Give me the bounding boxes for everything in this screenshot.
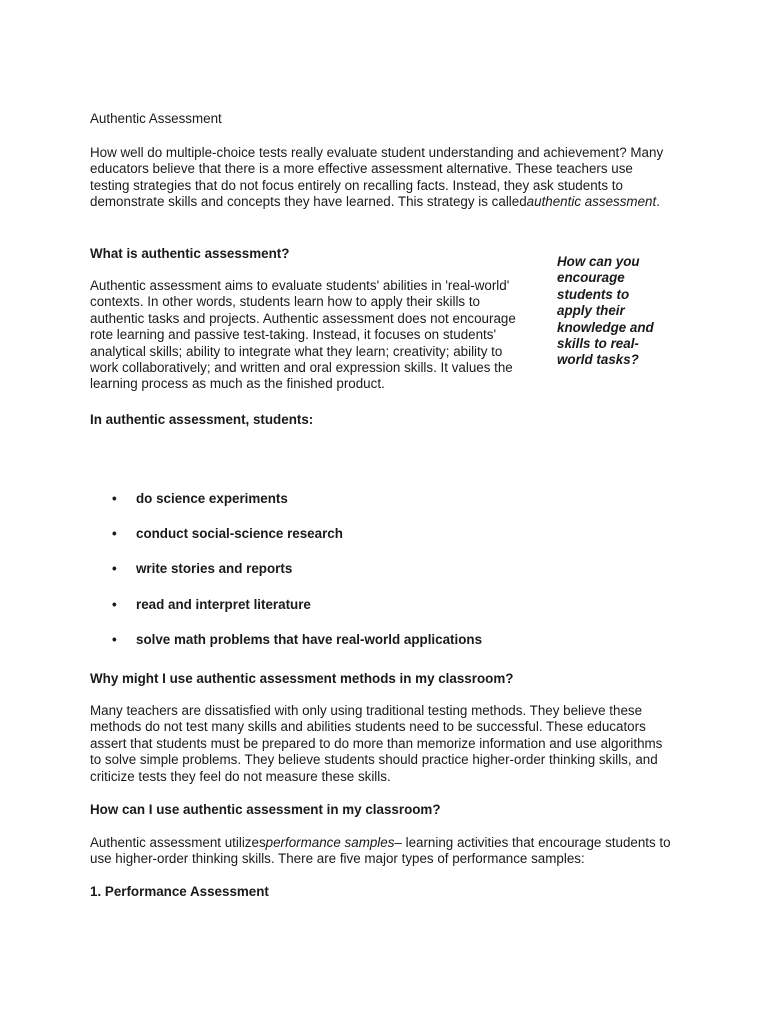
intro-emphasis: authentic assessment xyxy=(526,194,657,210)
how-text-end: – learning activities that encourage students to use higher-order thinking skills. There are five major types of performance samples: xyxy=(90,835,671,867)
section-paragraph-how xyxy=(90,835,690,868)
how-emphasis: performance samples xyxy=(265,835,395,850)
student-activities-list xyxy=(90,491,650,667)
bullet-icon: • xyxy=(112,596,117,612)
list-item-text: do science experiments xyxy=(136,491,288,506)
intro-paragraph xyxy=(90,145,672,211)
section-heading-why: Why might I use authentic assessment methods in my classroom? xyxy=(90,671,514,686)
list-item-text: read and interpret literature xyxy=(136,596,311,612)
bullet-icon: • xyxy=(112,631,117,647)
section-heading-how: How can I use authentic assessment in my classroom? xyxy=(90,802,441,817)
section-heading-performance: 1. Performance Assessment xyxy=(90,884,269,899)
list-item xyxy=(90,491,650,526)
list-item-text: conduct social-science research xyxy=(136,526,343,542)
bullet-icon: • xyxy=(112,561,117,577)
intro-text-end: . xyxy=(656,194,660,210)
section-heading-students: In authentic assessment, students: xyxy=(90,412,314,427)
list-item xyxy=(90,526,650,561)
sidebar-callout: How can you encourage students to apply their knowledge and skills to real-world tasks? xyxy=(557,254,654,368)
list-item-text: write stories and reports xyxy=(136,561,293,577)
list-item xyxy=(90,597,650,632)
bullet-icon: • xyxy=(112,526,117,542)
list-item-text: solve math problems that have real-world applications xyxy=(136,631,483,647)
list-item xyxy=(90,561,650,596)
section-paragraph-what-is: Authentic assessment aims to evaluate students' abilities in 'real-world' contexts. In other words, students learn how to apply their skills to authentic tasks and projects. Authentic assessment does not encourage rote learning and passive test-taking. Instead, it focuses on students' analytical skills; ability to integrate what they learn; creativity; ability to work collaboratively; and written and oral expression skills. It values the learning process as much as the finished product. xyxy=(90,278,516,392)
document-title: Authentic Assessment xyxy=(90,111,222,126)
bullet-icon: • xyxy=(112,491,117,506)
how-text: Authentic assessment utilizes xyxy=(90,835,266,850)
intro-text: How well do multiple-choice tests really evaluate student understanding and achievement? Many educators believe that there is a more effective assessment alternative. These teachers use testing strategies that do not focus entirely on recalling facts. Instead, they ask students to demonstrate skills and concepts they have learned. This strategy is called xyxy=(90,145,664,210)
section-heading-what-is: What is authentic assessment? xyxy=(90,246,290,261)
list-item xyxy=(90,632,650,667)
section-paragraph-why: Many teachers are dissatisfied with only using traditional testing methods. They believe these methods do not test many skills and abilities students need to be successful. These educators assert that students must be prepared to do more than memorize information and use algorithms to solve simple problems. They believe students should practice higher-order thinking skills, and criticize tests they feel do not measure these skills. xyxy=(90,703,663,784)
